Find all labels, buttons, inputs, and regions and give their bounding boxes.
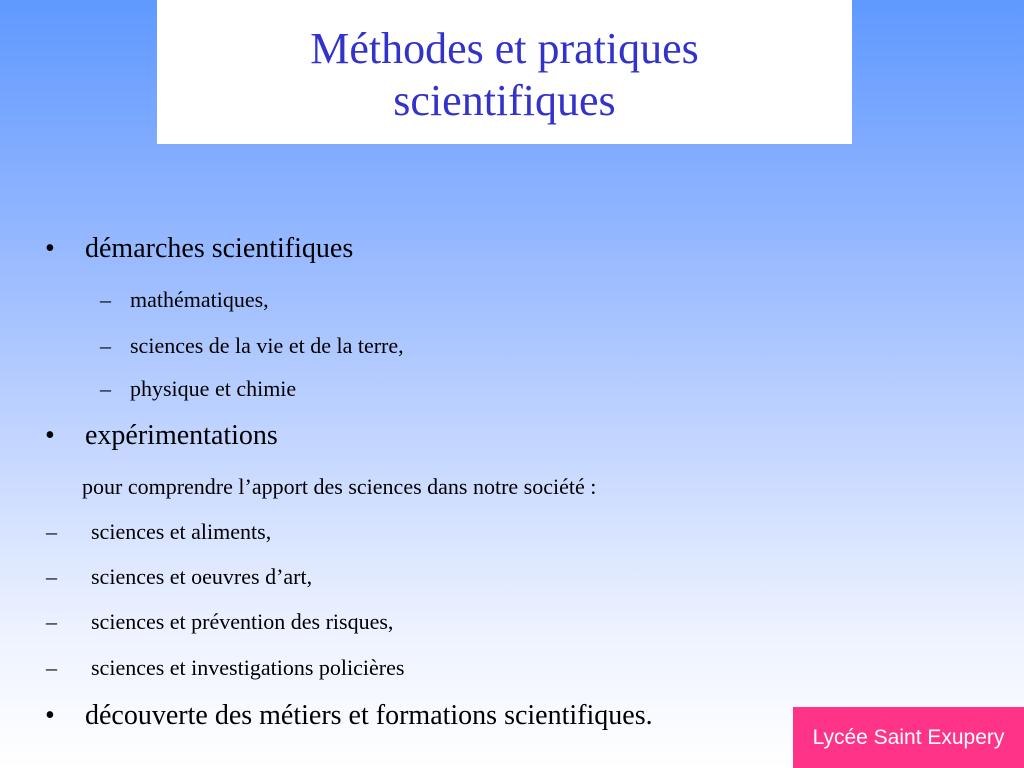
dash-marker: –: [46, 609, 57, 634]
sub-item-text: sciences et aliments,: [91, 519, 272, 544]
bullet-text: démarches scientifiques: [85, 233, 354, 264]
sub-item-text: sciences et prévention des risques,: [91, 609, 394, 634]
dash-marker: –: [100, 333, 111, 358]
bullet-text: expérimentations: [85, 420, 278, 451]
title-line-2: scientifiques: [393, 76, 616, 125]
bullet-text: découverte des métiers et formations scientifiques.: [85, 700, 653, 731]
sub-item-text: sciences de la vie et de la terre,: [130, 333, 404, 358]
title-line-1: Méthodes et pratiques: [310, 24, 699, 73]
bullet-marker: •: [45, 420, 55, 451]
dash-marker: –: [100, 287, 111, 312]
dash-marker: –: [46, 519, 57, 544]
school-badge: [793, 707, 1024, 768]
bullet-marker: •: [45, 700, 55, 731]
sub-item-text: physique et chimie: [130, 376, 297, 401]
slide-title: [310, 17, 699, 127]
school-name: Lycée Saint Exupery: [812, 725, 1005, 749]
sub-item-text: mathématiques,: [130, 287, 269, 312]
bullet-marker: •: [45, 233, 55, 264]
dash-marker: –: [100, 376, 111, 401]
title-box: [157, 0, 852, 144]
dash-marker: –: [46, 564, 57, 589]
intro-text-content: pour comprendre l’apport des sciences dans notre société :: [82, 474, 597, 499]
sub-item-text: sciences et investigations policières: [91, 655, 405, 680]
sub-item-text: sciences et oeuvres d’art,: [91, 564, 313, 589]
dash-marker: –: [46, 655, 57, 680]
